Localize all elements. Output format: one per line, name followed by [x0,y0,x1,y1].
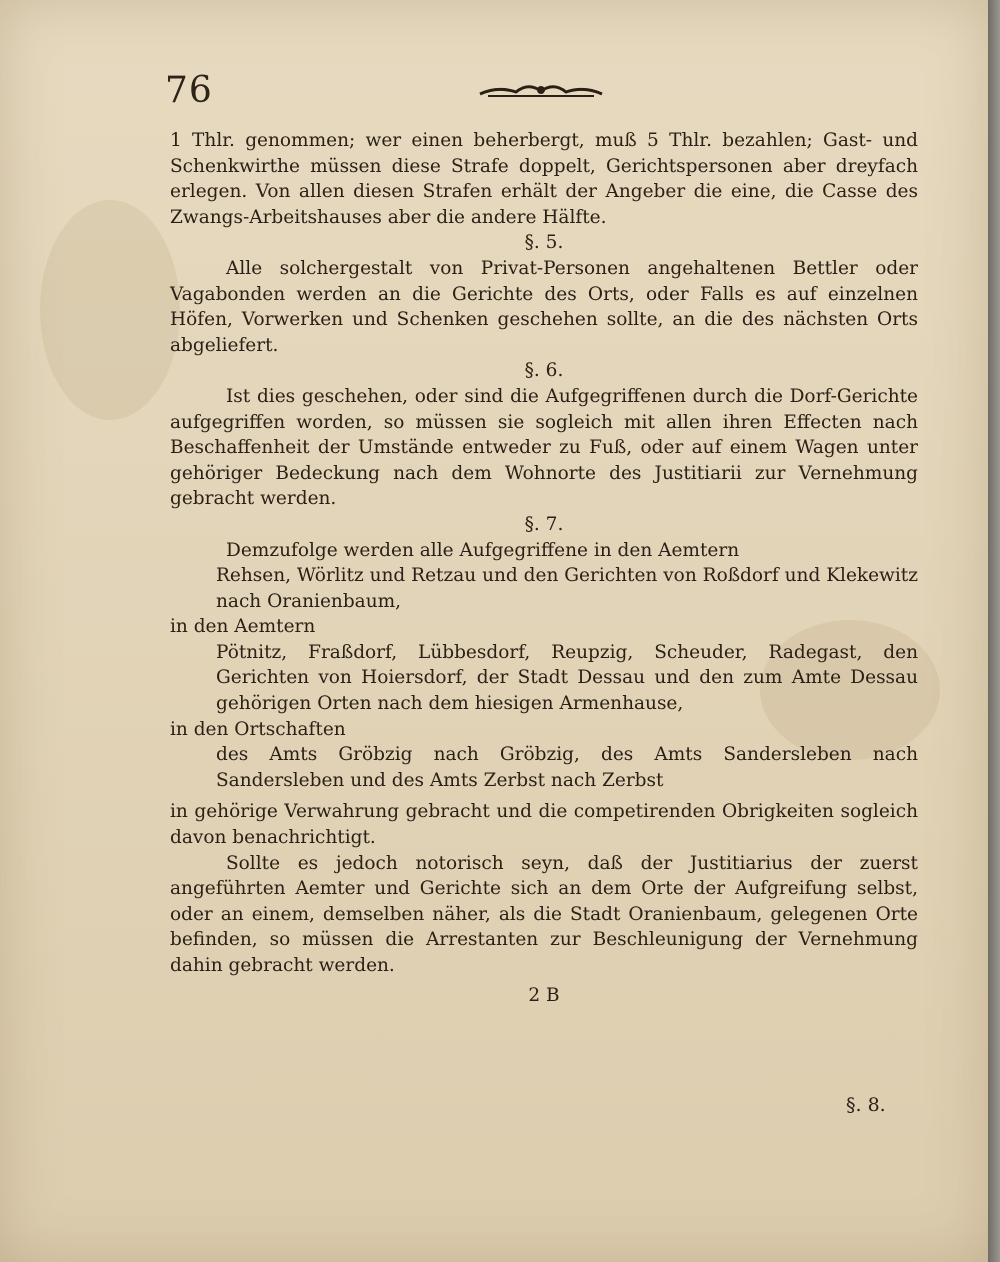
section-7-paragraph-2: Sollte es jedoch notorisch seyn, daß der Justitiarius der zuerst angeführten Aemter und Gerichte sich an dem Orte der Aufgreifung selbst, oder an einem, demselben näher, als die Stadt Oranienbaum, gelegenen Orte befinden, so müssen die Arrestanten zur Beschleunigung der Vernehmung dahin gebracht werden. [170,852,918,976]
catchword: §. 8. [846,1094,886,1116]
paper-stain [40,200,180,420]
section-heading-7: §. 7. [524,513,564,535]
section-heading-5: §. 5. [524,232,564,254]
section-heading-6: §. 6. [524,360,564,382]
section-5-text: Alle solchergestalt von Privat-Personen angehaltenen Bettler oder Vagabonden werden an die Gerichte des Orts, oder Falls es auf einzelnen Höfen, Vorwerken und Schenken geschehen sollte, an die des nächsten Orts abgeliefert. [170,257,918,356]
main-text [170,128,918,1008]
section-6-text: Ist dies geschehen, oder sind die Aufgegriffenen durch die Dorf-Gerichte aufgegriffen worden, so müssen sie sogleich mit allen ihren Effecten nach Beschaffenheit der Umstände entweder zu Fuß, oder auf einem Wagen unter gehöriger Bedeckung nach dem Wohnorte des Justitiarii zur Vernehmung gebracht werden. [170,385,918,510]
scan-edge [988,0,1000,1262]
signature-mark: 2 B [528,984,560,1006]
header-ornament-icon [478,80,604,102]
section-7-list-1: Rehsen, Wörlitz und Retzau und den Gerichten von Roßdorf und Klekewitz nach Oranienbaum, [216,565,918,612]
page-number: 76 [165,70,213,111]
section-7-list-3: des Amts Gröbzig nach Gröbzig, des Amts Sandersleben nach Sandersleben und des Amts Zerbst nach Zerbst [216,744,918,791]
section-7-closing: in gehörige Verwahrung gebracht und die competirenden Obrigkeiten sogleich davon benachrichtigt. [170,801,918,849]
paragraph-continued: 1 Thlr. genommen; wer einen beherbergt, muß 5 Thlr. bezahlen; Gast- und Schenkwirthe müssen diese Strafe doppelt, Gerichtspersonen aber dreyfach erlegen. Von allen diesen Strafen erhält der Angeber die eine, die Casse des Zwangs-Arbeitshauses aber die andere Hälfte. [170,130,918,228]
section-7-list-2: Pötnitz, Fraßdorf, Lübbesdorf, Reupzig, Scheuder, Radegast, den Gerichten von Hoiersdorf, der Stadt Dessau und den zum Amte Dessau gehörigen Orten nach dem hiesigen Armenhause, [216,641,918,715]
section-7-intro: Demzufolge werden alle Aufgegriffene in den Aemtern [226,539,740,561]
section-7-label-3: in den Ortschaften [170,718,346,740]
section-7-label-2: in den Aemtern [170,616,316,638]
